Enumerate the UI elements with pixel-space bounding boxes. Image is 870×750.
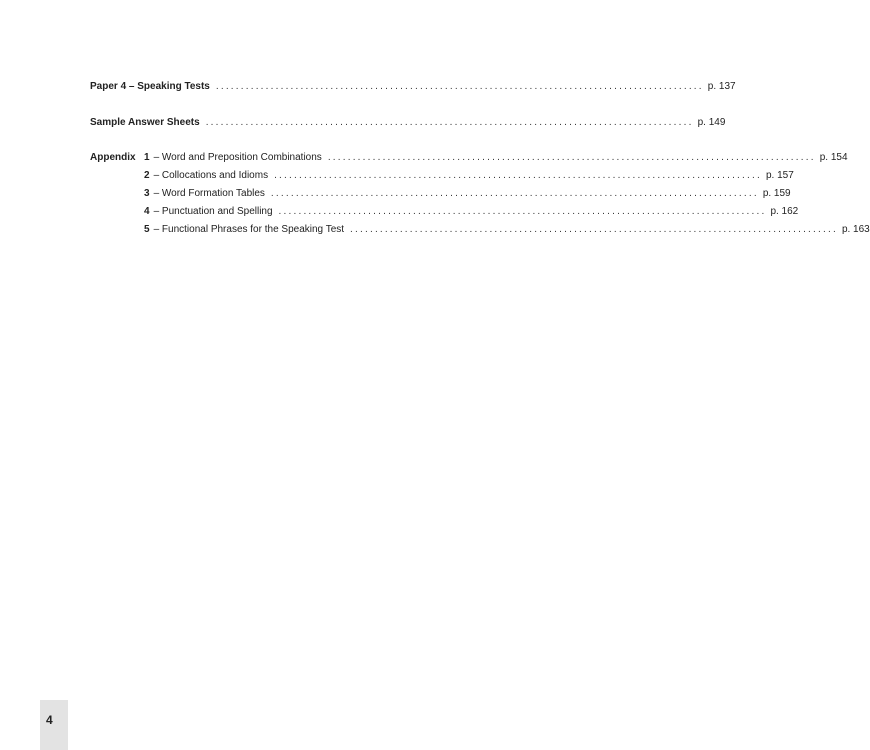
appendix-entry	[144, 205, 799, 219]
appendix-entry-title: – Word Formation Tables	[153, 188, 265, 199]
page-number: 4	[46, 713, 53, 727]
appendix-entry-number: 4	[144, 206, 150, 217]
appendix-entry-title: – Punctuation and Spelling	[153, 206, 273, 217]
toc-entry-label: Paper 4 – Speaking Tests	[90, 81, 210, 92]
leader-dots: ..................................................................................................	[215, 81, 704, 92]
appendix-entry-number: 3	[144, 188, 150, 199]
appendix-entry-page: p. 157	[765, 170, 794, 181]
leader-dots: ..................................................................................................	[270, 188, 759, 199]
appendix-entry-number: 1	[144, 152, 150, 163]
leader-dots: ..................................................................................................	[278, 206, 767, 217]
appendix-entry-number: 2	[144, 170, 150, 181]
leader-dots: ..................................................................................................	[274, 170, 762, 181]
page-number-tab	[40, 700, 68, 750]
appendix-heading: Appendix	[90, 152, 136, 163]
toc-entry-paper4	[90, 80, 736, 94]
appendix-entry-number: 5	[144, 224, 150, 235]
appendix-entry-title: – Word and Preposition Combinations	[153, 152, 322, 163]
toc-entry-page: p. 149	[697, 117, 726, 128]
leader-dots: ..................................................................................................	[350, 224, 838, 235]
appendix-entry-page: p. 163	[841, 224, 870, 235]
appendix-entry	[144, 187, 791, 201]
leader-dots: ..................................................................................................	[205, 117, 694, 128]
appendix-entry-page: p. 154	[819, 152, 848, 163]
appendix-entry-title: – Collocations and Idioms	[153, 170, 269, 181]
toc-entry-label: Sample Answer Sheets	[90, 117, 200, 128]
toc-entry-answer-sheets	[90, 116, 726, 130]
appendix-entry-title: – Functional Phrases for the Speaking Test	[153, 224, 345, 235]
appendix-entry-page: p. 162	[770, 206, 799, 217]
appendix-entry-page: p. 159	[762, 188, 791, 199]
appendix-entry	[144, 169, 794, 183]
leader-dots: ..................................................................................................	[327, 152, 816, 163]
appendix-entry	[144, 223, 870, 237]
appendix-entry	[144, 151, 848, 165]
toc-entry-page: p. 137	[707, 81, 736, 92]
